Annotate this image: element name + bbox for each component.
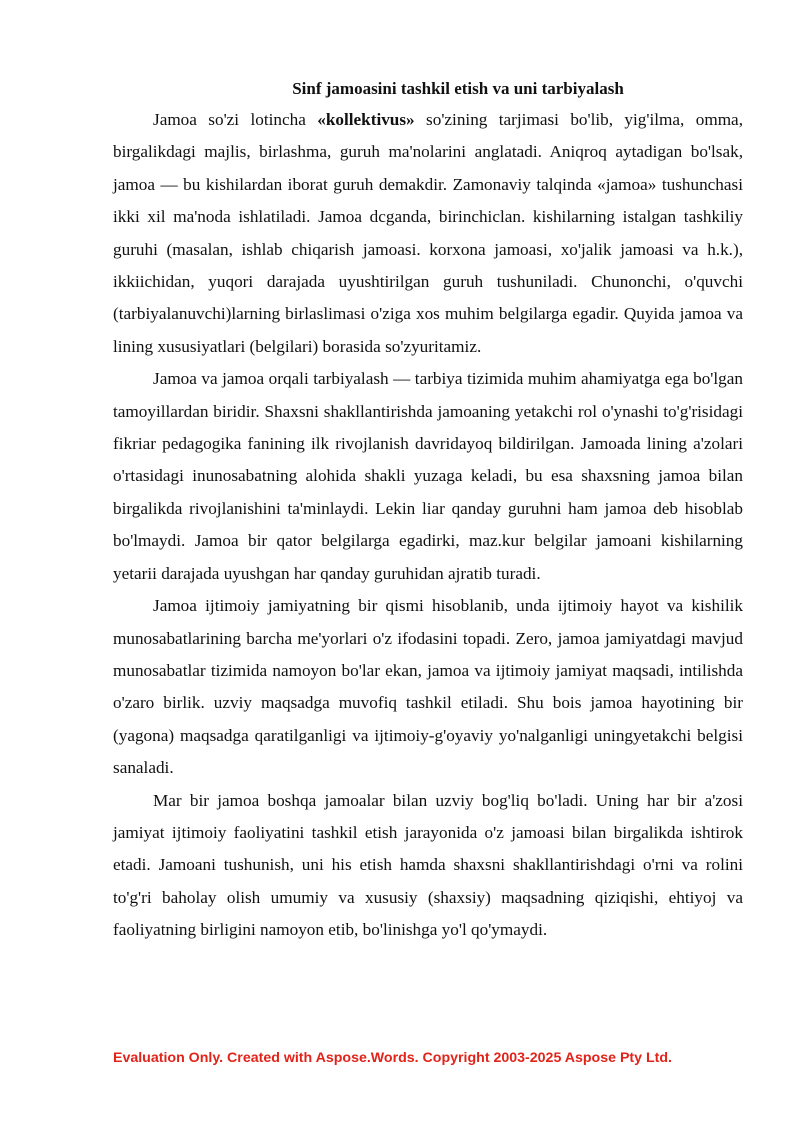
paragraph-1-text-rest: so'zining tarjimasi bo'lib, yig'ilma, omma, birgalikdagi majlis, birlashma, guruh ma'nolarini anglatadi. Aniqroq aytadigan bo'lsak, jamoa — bu kishilardan iborat guruh demakdir. Zamonaviy talqinda «jamoa» tushunchasi ikki xil ma'noda ishlatiladi. Jamoa dcganda, birinchiclan. kishilarning istalgan tashkiliy guruhi (masalan, ishlab chiqarish jamoasi. korxona jamoasi, xo'jalik jamoasi va h.k.), ikkiichidan, yuqori darajada uyushtirilgan guruh tushuniladi. Chunonchi, o'quvchi (tarbiyalanuvchi)larning birlaslimasi o'ziga xos muhim belgilarga egadir. Quyida jamoa va lining xususiyatlari (belgilari) borasida so'zyuritamiz. (113, 110, 743, 356)
document-page (113, 78, 743, 947)
document-title: Sinf jamoasini tashkil etish va uni tarbiyalash (292, 79, 624, 98)
paragraph-4: Mar bir jamoa boshqa jamoalar bilan uzviy bog'liq bo'ladi. Uning har bir a'zosi jamiyat ijtimoiy faoliyatini tashkil etish jarayonida o'z jamoasi bilan birgalikda ishtirok etadi. Jamoani tushunish, uni his etish hamda shaxsni shakllantirishdagi o'rni va rolini to'g'ri baholay olish umumiy va xususiy (shaxsiy) maqsadning qiziqishi, ehtiyoj va faoliyatning birligini namoyon etib, bo'linishga yo'l qo'ymaydi. (113, 790, 743, 940)
paragraph-2: Jamoa va jamoa orqali tarbiyalash — tarbiya tizimida muhim ahamiyatga ega bo'lgan tamoyillardan biridir. Shaxsni shakllantirishda jamoaning yetakchi rol o'ynashi to'g'risidagi fikriar pedagogika fanining ilk rivojlanish davridayoq bildirilgan. Jamoada lining a'zolari o'rtasidagi inunosabatning alohida shakli yuzaga keladi, bu esa shaxsning jamoa bilan birgalikda rivojlanishini ta'minlaydi. Lekin liar qanday guruhni ham jamoa deb hisoblab bo'lmaydi. Jamoa bir qator belgilarga egadirki, maz.kur belgilar jamoani kishilarning yetarii darajada uyushgan har qanday guruhidan ajratib turadi. (113, 369, 743, 583)
paragraph-3: Jamoa ijtimoiy jamiyatning bir qismi hisoblanib, unda ijtimoiy hayot va kishilik munosabatlarining barcha me'yorlari o'z ifodasini topadi. Zero, jamoa jamiyatdagi mavjud munosabatlar tizimida namoyon bo'lar ekan, jamoa va ijtimoiy jamiyat maqsadi, intilishda o'zaro birlik. uzviy maqsadga muvofiq tashkil etiladi. Shu bois jamoa hayotining bir (yagona) maqsadga qaratilganligi va ijtimoiy-g'oyaviy yo'nalganligi uningyetakchi belgisi sanaladi. (113, 596, 743, 778)
paragraph-1 (113, 104, 743, 363)
evaluation-watermark: Evaluation Only. Created with Aspose.Words. Copyright 2003-2025 Aspose Pty Ltd. (113, 1050, 672, 1066)
paragraph-1-bold-term: «kollektivus» (317, 110, 415, 129)
paragraph-1-text-start: Jamoa so'zi lotincha (153, 110, 318, 129)
